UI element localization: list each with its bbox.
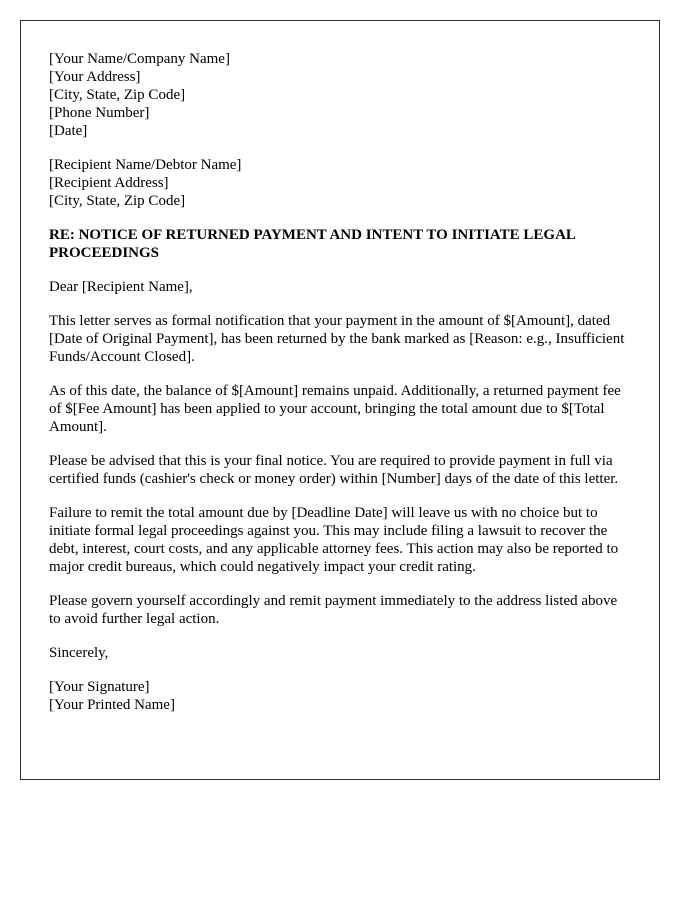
body-paragraph-1: This letter serves as formal notification that your payment in the amount of $[Amount], dated [Date of Original Payment], has been returned by the bank marked as [Reason: e.g., Insufficient Funds/Account Closed].: [49, 313, 625, 365]
body-paragraph-4: Failure to remit the total amount due by [Deadline Date] will leave us with no choice but to initiate formal legal proceedings against you. This may include filing a lawsuit to recover the debt, interest, court costs, and any applicable attorney fees. This action may also be reported to major credit bureaus, which could negatively impact your credit rating.: [49, 505, 619, 575]
recipient-name: [Recipient Name/Debtor Name]: [49, 157, 242, 173]
salutation: Dear [Recipient Name],: [49, 279, 193, 295]
body-paragraph-5: Please govern yourself accordingly and remit payment immediately to the address listed above to avoid further legal action.: [49, 593, 618, 627]
sender-city-state-zip: [City, State, Zip Code]: [49, 87, 186, 103]
recipient-block: [49, 156, 631, 210]
body-paragraph-2: As of this date, the balance of $[Amount] remains unpaid. Additionally, a returned payment fee of $[Fee Amount] has been applied to your account, bringing the total amount due to $[Total Amount].: [49, 383, 621, 435]
signature-placeholder: [Your Signature]: [49, 679, 150, 695]
sender-name: [Your Name/Company Name]: [49, 51, 230, 67]
subject-line: RE: NOTICE OF RETURNED PAYMENT AND INTENT TO INITIATE LEGAL PROCEEDINGS: [49, 227, 576, 261]
recipient-city-state-zip: [City, State, Zip Code]: [49, 193, 186, 209]
closing: Sincerely,: [49, 645, 109, 661]
recipient-address: [Recipient Address]: [49, 175, 169, 191]
printed-name: [Your Printed Name]: [49, 697, 175, 713]
sender-address: [Your Address]: [49, 69, 141, 85]
sender-block: [49, 50, 631, 140]
body-paragraph-3: Please be advised that this is your final notice. You are required to provide payment in full via certified funds (cashier's check or money order) within [Number] days of the date of this letter.: [49, 453, 619, 487]
letter-date: [Date]: [49, 123, 88, 139]
letter-page: [20, 20, 660, 780]
signature-block: [49, 678, 631, 714]
sender-phone: [Phone Number]: [49, 105, 150, 121]
